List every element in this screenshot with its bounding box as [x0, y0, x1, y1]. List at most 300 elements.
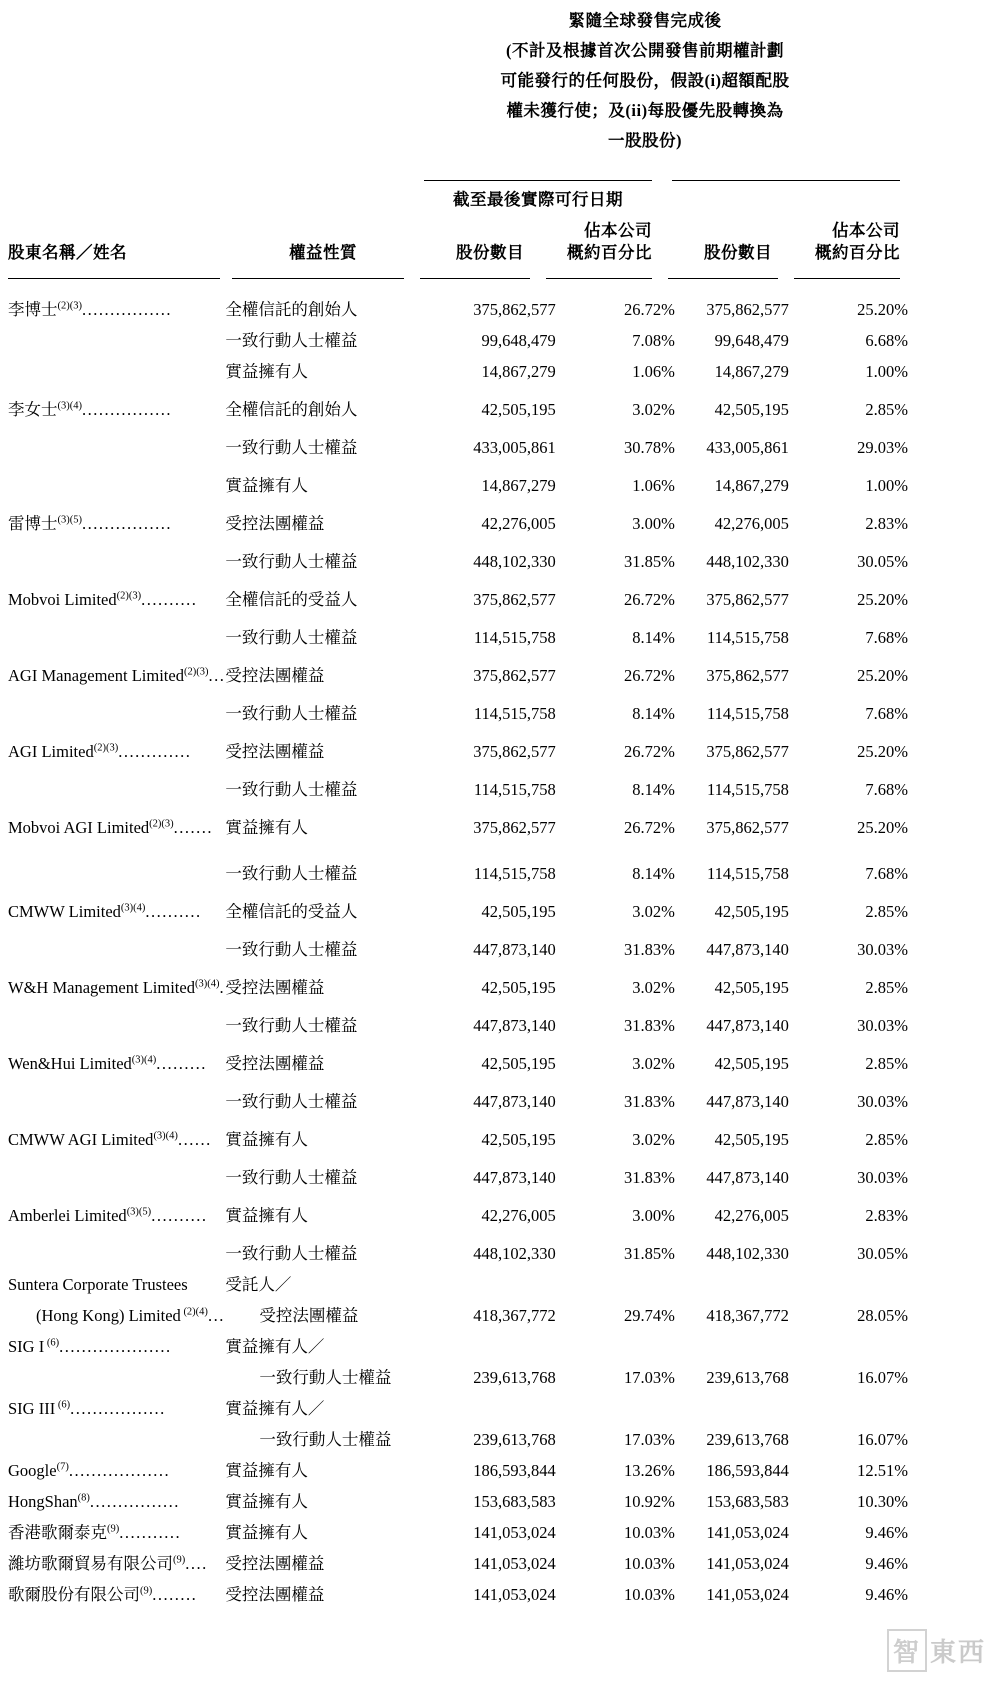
- cell-shareholder-name: 香港歌爾泰克$^{(9)}$...........: [8, 1523, 182, 1542]
- cell-shares-after: 141,053,024: [706, 1523, 789, 1542]
- footnote-marker: (3)(4): [153, 1130, 178, 1142]
- cell-percent-current: 31.85%: [623, 552, 675, 571]
- cell-percent-current: 1.06%: [632, 476, 675, 495]
- footnote-marker: (3)(4): [131, 1054, 157, 1066]
- cell-shares-after: [675, 1263, 789, 1294]
- cell-shares-current: 375,862,577: [473, 818, 556, 837]
- cell-percent-current: 26.72%: [623, 742, 675, 761]
- watermark-text: 東西: [929, 1637, 986, 1667]
- cell-shares-current: 42,505,195: [481, 978, 556, 997]
- cell-shares-after: 114,515,758: [706, 780, 789, 799]
- cell-shares-after: 114,515,758: [706, 704, 789, 723]
- footnote-marker: (7): [56, 1461, 69, 1473]
- cell-shares-after: 375,862,577: [706, 818, 789, 837]
- cell-shares-after: 14,867,279: [714, 476, 789, 495]
- group-rule-right: [672, 180, 900, 181]
- cell-shareholder-name: Mobvoi Limited$^{(2)(3)}$..........: [8, 590, 198, 609]
- cell-shares-current: 141,053,024: [473, 1523, 556, 1542]
- col-header-name: 股東名稱／姓名: [8, 243, 127, 262]
- group-label-as-of-date: 截至最後實際可行日期: [453, 190, 623, 209]
- cell-percent-current: 3.02%: [632, 1054, 675, 1073]
- cell-nature-of-interest: 實益擁有人: [225, 1523, 308, 1542]
- cell-percent-after: 30.03%: [857, 940, 908, 959]
- cell-percent-current: 31.83%: [623, 940, 675, 959]
- leader-dots: ...: [208, 666, 226, 685]
- header-block: [0, 0, 1000, 156]
- cell-percent-current: 8.14%: [632, 780, 675, 799]
- cell-percent-current: 17.03%: [623, 1430, 675, 1449]
- header-line-1: 緊隨全球發售完成後: [568, 11, 722, 30]
- cell-shares-current: 447,873,140: [473, 1168, 556, 1187]
- cell-shares-current: [442, 1325, 556, 1356]
- cell-shares-current: 153,683,583: [473, 1492, 556, 1511]
- cell-nature-of-interest: 一致行動人士權益: [225, 331, 358, 350]
- cell-shares-after: 447,873,140: [706, 940, 789, 959]
- cell-shareholder-name: [8, 1225, 225, 1263]
- cell-percent-after: 7.68%: [865, 628, 908, 647]
- cell-nature-of-interest: 一致行動人士權益: [225, 628, 358, 647]
- leader-dots: ....................: [59, 1337, 172, 1356]
- cell-shareholder-name: W&H Management Limited$^{(3)(4)}$.: [8, 978, 226, 997]
- footnote-marker: (3)(4): [120, 902, 146, 914]
- cell-percent-after: 9.46%: [865, 1523, 908, 1542]
- cell-shares-current: 42,505,195: [481, 1130, 556, 1149]
- cell-shares-current: 433,005,861: [473, 438, 556, 457]
- leader-dots: ................: [82, 300, 172, 319]
- group-rule-left: [424, 180, 652, 181]
- shareholding-table: [8, 288, 908, 1604]
- table-row: [8, 1511, 908, 1542]
- cell-shareholder-name: [8, 1149, 225, 1187]
- cell-nature-of-interest: 實益擁有人／: [225, 1337, 325, 1356]
- cell-percent-current: [556, 1325, 675, 1356]
- cell-shareholder-name: 濰坊歌爾貿易有限公司$^{(9)}$....: [8, 1554, 208, 1573]
- leader-dots: .........: [156, 1054, 207, 1073]
- cell-shares-current: 418,367,772: [473, 1306, 556, 1325]
- cell-percent-current: 3.00%: [632, 514, 675, 533]
- col-header-percent-1: [520, 220, 652, 264]
- cell-shareholder-name: 李女士$^{(3)(4)}$................: [8, 400, 172, 419]
- cell-percent-after: 1.00%: [865, 362, 908, 381]
- table-row: [8, 319, 908, 350]
- table-row: [8, 609, 908, 647]
- cell-nature-of-interest: 受控法團權益: [225, 742, 325, 761]
- leader-dots: ..........: [151, 1206, 208, 1225]
- cell-shares-current: 114,515,758: [473, 704, 556, 723]
- cell-shareholder-name: HongShan$^{(8)}$................: [8, 1492, 180, 1511]
- table-row: [8, 1387, 908, 1418]
- cell-percent-current: 3.02%: [632, 400, 675, 419]
- table-row: [8, 1356, 908, 1387]
- footnote-marker: (3)(5): [57, 514, 82, 526]
- cell-shares-current: 114,515,758: [473, 864, 556, 883]
- cell-shareholder-name: [8, 419, 225, 457]
- table-row: [8, 1263, 908, 1294]
- table-row: [8, 1449, 908, 1480]
- cell-shareholder-name: [8, 319, 225, 350]
- cell-percent-after: 16.07%: [857, 1430, 908, 1449]
- rule-percent-1: [546, 278, 652, 279]
- cell-shareholder-name: [8, 1356, 225, 1387]
- cell-percent-current: 26.72%: [623, 590, 675, 609]
- leader-dots: ....: [185, 1554, 208, 1573]
- cell-shares-after: 448,102,330: [706, 1244, 789, 1263]
- cell-shares-current: 375,862,577: [473, 742, 556, 761]
- cell-shareholder-name: [8, 837, 225, 883]
- cell-percent-current: 31.83%: [623, 1168, 675, 1187]
- cell-percent-after: [789, 1325, 908, 1356]
- leader-dots: ........: [152, 1585, 198, 1604]
- watermark: [887, 1629, 986, 1672]
- table-row: [8, 381, 908, 419]
- leader-dots: .............: [118, 742, 192, 761]
- cell-nature-of-interest: 實益擁有人: [225, 818, 308, 837]
- cell-nature-of-interest: 受控法團權益: [225, 514, 325, 533]
- col-header-shares-1: 股份數目: [456, 243, 524, 262]
- cell-shareholder-name: Google$^{(7)}$..................: [8, 1461, 171, 1480]
- cell-percent-current: 7.08%: [632, 331, 675, 350]
- table-row: [8, 495, 908, 533]
- cell-percent-after: 2.83%: [865, 514, 908, 533]
- cell-shares-current: 239,613,768: [473, 1368, 556, 1387]
- cell-nature-of-interest: 一致行動人士權益: [225, 780, 358, 799]
- cell-percent-current: 3.02%: [632, 978, 675, 997]
- cell-percent-after: 16.07%: [857, 1368, 908, 1387]
- cell-percent-after: 25.20%: [857, 742, 908, 761]
- cell-shareholder-name: [8, 1418, 225, 1449]
- cell-shares-after: 42,505,195: [714, 1054, 789, 1073]
- rule-shares-2: [668, 278, 778, 279]
- cell-percent-after: 7.68%: [865, 780, 908, 799]
- cell-shares-after: [675, 1387, 789, 1418]
- cell-nature-of-interest: 受控法團權益: [225, 666, 325, 685]
- cell-shares-current: 447,873,140: [473, 940, 556, 959]
- cell-shares-after: 375,862,577: [706, 742, 789, 761]
- leader-dots: .: [219, 978, 226, 997]
- cell-percent-after: 25.20%: [857, 590, 908, 609]
- cell-shares-after: 153,683,583: [706, 1492, 789, 1511]
- cell-nature-of-interest: 實益擁有人: [225, 1206, 308, 1225]
- cell-percent-after: [789, 1263, 908, 1294]
- rule-nature: [232, 278, 404, 279]
- cell-percent-after: 25.20%: [857, 666, 908, 685]
- footnote-marker: (2)(4): [180, 1306, 208, 1318]
- cell-percent-after: 9.46%: [865, 1585, 908, 1604]
- cell-shares-after: 239,613,768: [706, 1368, 789, 1387]
- cell-shares-after: 447,873,140: [706, 1016, 789, 1035]
- cell-nature-of-interest: 一致行動人士權益: [225, 940, 358, 959]
- cell-shareholder-name: SIG III $^{(6)}$.................: [8, 1399, 166, 1418]
- cell-shares-current: 375,862,577: [473, 300, 556, 319]
- table-body: [8, 288, 908, 1604]
- cell-shareholder-name: CMWW AGI Limited$^{(3)(4)}$......: [8, 1130, 212, 1149]
- col-header-percent-2: [768, 220, 900, 264]
- cell-shares-current: 375,862,577: [473, 666, 556, 685]
- table-row: [8, 1225, 908, 1263]
- cell-percent-current: 26.72%: [623, 666, 675, 685]
- cell-percent-after: 30.05%: [857, 552, 908, 571]
- cell-shareholder-name: 雷博士$^{(3)(5)}$................: [8, 514, 172, 533]
- cell-shares-after: 114,515,758: [706, 864, 789, 883]
- cell-nature-of-interest: 一致行動人士權益: [259, 1430, 392, 1449]
- cell-shares-after: 447,873,140: [706, 1168, 789, 1187]
- cell-percent-current: 17.03%: [623, 1368, 675, 1387]
- cell-shares-current: 447,873,140: [473, 1016, 556, 1035]
- cell-shares-after: 141,053,024: [706, 1585, 789, 1604]
- cell-nature-of-interest: 實益擁有人: [225, 1130, 308, 1149]
- watermark-box: 智: [887, 1629, 927, 1672]
- cell-percent-after: [789, 1387, 908, 1418]
- cell-shares-after: 42,505,195: [714, 902, 789, 921]
- cell-shares-current: 42,505,195: [481, 1054, 556, 1073]
- cell-shares-current: 42,505,195: [481, 902, 556, 921]
- table-row: [8, 1480, 908, 1511]
- cell-shareholder-name: [8, 609, 225, 647]
- cell-percent-after: 9.46%: [865, 1554, 908, 1573]
- cell-percent-current: 3.00%: [632, 1206, 675, 1225]
- cell-shares-after: 42,505,195: [714, 1130, 789, 1149]
- rule-name: [8, 278, 220, 279]
- footnote-marker: (2)(3): [183, 666, 209, 678]
- table-row: [8, 571, 908, 609]
- cell-percent-current: 1.06%: [632, 362, 675, 381]
- cell-nature-of-interest: 實益擁有人: [225, 362, 308, 381]
- table-row: [8, 837, 908, 883]
- cell-nature-of-interest: 實益擁有人／: [225, 1399, 325, 1418]
- cell-shareholder-name: Suntera Corporate Trustees: [8, 1275, 188, 1294]
- table-row: [8, 419, 908, 457]
- footnote-marker: (2)(3): [57, 300, 82, 312]
- footnote-marker: (6): [44, 1337, 60, 1349]
- header-line-2: (不計及根據首次公開發售前期權計劃: [506, 41, 784, 60]
- table-row: [8, 1542, 908, 1573]
- cell-shares-current: 448,102,330: [473, 1244, 556, 1263]
- cell-percent-current: 13.26%: [623, 1461, 675, 1480]
- cell-shares-current: 448,102,330: [473, 552, 556, 571]
- cell-percent-current: 3.02%: [632, 1130, 675, 1149]
- table-row: [8, 761, 908, 799]
- table-row: [8, 457, 908, 495]
- cell-nature-of-interest: 一致行動人士權益: [259, 1368, 392, 1387]
- cell-shares-current: 42,276,005: [481, 514, 556, 533]
- cell-nature-of-interest: 全權信託的受益人: [225, 590, 358, 609]
- cell-percent-current: 10.03%: [623, 1554, 675, 1573]
- cell-percent-current: 26.72%: [623, 818, 675, 837]
- cell-nature-of-interest: 一致行動人士權益: [225, 552, 358, 571]
- cell-nature-of-interest: 全權信託的受益人: [225, 902, 358, 921]
- cell-shareholder-name: AGI Management Limited$^{(2)(3)}$...: [8, 666, 226, 685]
- cell-percent-after: 7.68%: [865, 704, 908, 723]
- column-group-headers: [0, 162, 1000, 218]
- leader-dots: .......: [173, 818, 214, 837]
- cell-percent-after: 25.20%: [857, 300, 908, 319]
- table-row: [8, 533, 908, 571]
- header-right-lines: [0, 6, 1000, 156]
- cell-percent-current: 31.85%: [623, 1244, 675, 1263]
- footnote-marker: (9): [173, 1554, 186, 1566]
- cell-nature-of-interest: 受控法團權益: [259, 1306, 359, 1325]
- cell-percent-after: 30.03%: [857, 1016, 908, 1035]
- cell-shareholder-name: [8, 921, 225, 959]
- column-header-rules: [0, 278, 1000, 284]
- leader-dots: ......: [177, 1130, 212, 1149]
- cell-shares-after: 375,862,577: [706, 300, 789, 319]
- cell-shareholder-name: [8, 997, 225, 1035]
- col-header-percent-2-line1: 佔本公司: [832, 221, 900, 240]
- leader-dots: ..........: [145, 902, 202, 921]
- footnote-marker: (3)(4): [57, 400, 82, 412]
- col-header-percent-1-line1: 佔本公司: [584, 221, 652, 240]
- cell-shares-current: 14,867,279: [481, 362, 556, 381]
- cell-shares-current: 141,053,024: [473, 1554, 556, 1573]
- footnote-marker: (8): [77, 1492, 90, 1504]
- cell-shares-after: 42,276,005: [714, 1206, 789, 1225]
- cell-shares-after: 375,862,577: [706, 666, 789, 685]
- cell-shares-after: 433,005,861: [706, 438, 789, 457]
- table-row: [8, 1325, 908, 1356]
- cell-nature-of-interest: 全權信託的創始人: [225, 300, 358, 319]
- cell-shareholder-name: [8, 350, 225, 381]
- table-row: [8, 883, 908, 921]
- cell-shares-current: 239,613,768: [473, 1430, 556, 1449]
- table-row: [8, 1187, 908, 1225]
- cell-shareholder-name: AGI Limited$^{(2)(3)}$.............: [8, 742, 192, 761]
- cell-shares-current: [442, 1387, 556, 1418]
- cell-percent-current: 8.14%: [632, 704, 675, 723]
- cell-nature-of-interest: 受控法團權益: [225, 1554, 325, 1573]
- cell-percent-after: 28.05%: [857, 1306, 908, 1325]
- cell-shares-current: 447,873,140: [473, 1092, 556, 1111]
- cell-shareholder-name: (Hong Kong) Limited $^{(2)(4)}$...: [36, 1306, 225, 1325]
- cell-percent-after: 2.85%: [865, 978, 908, 997]
- footnote-marker: (9): [140, 1585, 153, 1597]
- cell-shares-current: 42,276,005: [481, 1206, 556, 1225]
- leader-dots: ..........: [141, 590, 198, 609]
- cell-shares-current: 14,867,279: [481, 476, 556, 495]
- cell-percent-after: 1.00%: [865, 476, 908, 495]
- cell-shares-after: 114,515,758: [706, 628, 789, 647]
- table-row: [8, 959, 908, 997]
- cell-shares-after: [675, 1325, 789, 1356]
- cell-nature-of-interest: 一致行動人士權益: [225, 704, 358, 723]
- leader-dots: ...........: [119, 1523, 182, 1542]
- cell-shares-after: 239,613,768: [706, 1430, 789, 1449]
- table-row: [8, 1149, 908, 1187]
- cell-shareholder-name: Wen&Hui Limited$^{(3)(4)}$.........: [8, 1054, 207, 1073]
- cell-percent-after: 7.68%: [865, 864, 908, 883]
- cell-percent-current: 26.72%: [623, 300, 675, 319]
- footnote-marker: (6): [55, 1399, 71, 1411]
- cell-percent-current: 10.03%: [623, 1585, 675, 1604]
- table-row: [8, 350, 908, 381]
- cell-nature-of-interest: 一致行動人士權益: [225, 1016, 358, 1035]
- cell-percent-current: 8.14%: [632, 864, 675, 883]
- cell-nature-of-interest: 一致行動人士權益: [225, 1168, 358, 1187]
- rule-percent-2: [794, 278, 900, 279]
- col-header-shares-2: 股份數目: [704, 243, 772, 262]
- cell-shares-after: 375,862,577: [706, 590, 789, 609]
- cell-percent-after: 12.51%: [857, 1461, 908, 1480]
- cell-shareholder-name: [8, 1073, 225, 1111]
- cell-nature-of-interest: 受控法團權益: [225, 1585, 325, 1604]
- cell-shares-current: 99,648,479: [481, 331, 556, 350]
- cell-percent-after: 30.03%: [857, 1092, 908, 1111]
- table-row: [8, 921, 908, 959]
- cell-percent-after: 2.85%: [865, 1054, 908, 1073]
- leader-dots: ................: [82, 514, 172, 533]
- cell-percent-current: 3.02%: [632, 902, 675, 921]
- cell-shareholder-name: 李博士$^{(2)(3)}$................: [8, 300, 172, 319]
- table-row: [8, 288, 908, 319]
- cell-shareholder-name: 歌爾股份有限公司$^{(9)}$........: [8, 1585, 198, 1604]
- cell-nature-of-interest: 受控法團權益: [225, 1054, 325, 1073]
- leader-dots: .................: [70, 1399, 166, 1418]
- cell-percent-current: 10.03%: [623, 1523, 675, 1542]
- header-line-5: 一股股份): [608, 131, 682, 150]
- table-row: [8, 647, 908, 685]
- cell-shares-after: 42,505,195: [714, 978, 789, 997]
- table-row: [8, 1418, 908, 1449]
- header-line-3: 可能發行的任何股份，假設(i)超額配股: [500, 71, 790, 90]
- cell-percent-after: 30.05%: [857, 1244, 908, 1263]
- cell-shares-after: 14,867,279: [714, 362, 789, 381]
- cell-shares-current: 42,505,195: [481, 400, 556, 419]
- cell-nature-of-interest: 實益擁有人: [225, 1461, 308, 1480]
- col-header-percent-2-line2: 概約百分比: [815, 243, 900, 262]
- cell-percent-current: 29.74%: [623, 1306, 675, 1325]
- cell-percent-after: 10.30%: [857, 1492, 908, 1511]
- cell-shares-current: 141,053,024: [473, 1585, 556, 1604]
- leader-dots: ...: [207, 1306, 225, 1325]
- footnote-marker: (3)(5): [126, 1206, 152, 1218]
- cell-shares-after: 99,648,479: [714, 331, 789, 350]
- table-row: [8, 723, 908, 761]
- cell-shareholder-name: CMWW Limited$^{(3)(4)}$..........: [8, 902, 202, 921]
- column-subheaders: [0, 218, 1000, 278]
- cell-nature-of-interest: 實益擁有人: [225, 1492, 308, 1511]
- cell-shares-after: 448,102,330: [706, 552, 789, 571]
- cell-nature-of-interest: 全權信託的創始人: [225, 400, 358, 419]
- cell-percent-current: 31.83%: [623, 1016, 675, 1035]
- cell-shares-current: [442, 1263, 556, 1294]
- cell-shares-current: 375,862,577: [473, 590, 556, 609]
- cell-shares-current: 114,515,758: [473, 628, 556, 647]
- table-row: [8, 685, 908, 723]
- cell-shares-current: 114,515,758: [473, 780, 556, 799]
- cell-percent-after: 2.85%: [865, 1130, 908, 1149]
- cell-nature-of-interest: 實益擁有人: [225, 476, 308, 495]
- col-header-percent-1-line2: 概約百分比: [567, 243, 652, 262]
- cell-percent-after: 2.83%: [865, 1206, 908, 1225]
- leader-dots: ................: [89, 1492, 180, 1511]
- cell-shares-after: 42,505,195: [714, 400, 789, 419]
- cell-percent-after: 29.03%: [857, 438, 908, 457]
- cell-shareholder-name: Mobvoi AGI Limited$^{(2)(3)}$.......: [8, 818, 214, 837]
- cell-shares-after: 42,276,005: [714, 514, 789, 533]
- table-row: [8, 1294, 908, 1325]
- cell-percent-current: 30.78%: [623, 438, 675, 457]
- header-line-4: 權未獲行使；及(ii)每股優先股轉換為: [506, 101, 784, 120]
- footnote-marker: (2)(3): [116, 590, 142, 602]
- table-row: [8, 997, 908, 1035]
- cell-percent-after: 2.85%: [865, 400, 908, 419]
- cell-shareholder-name: [8, 533, 225, 571]
- cell-percent-after: 2.85%: [865, 902, 908, 921]
- cell-nature-of-interest: 一致行動人士權益: [225, 1244, 358, 1263]
- table-row: [8, 799, 908, 837]
- cell-percent-current: [556, 1387, 675, 1418]
- cell-shares-after: 418,367,772: [706, 1306, 789, 1325]
